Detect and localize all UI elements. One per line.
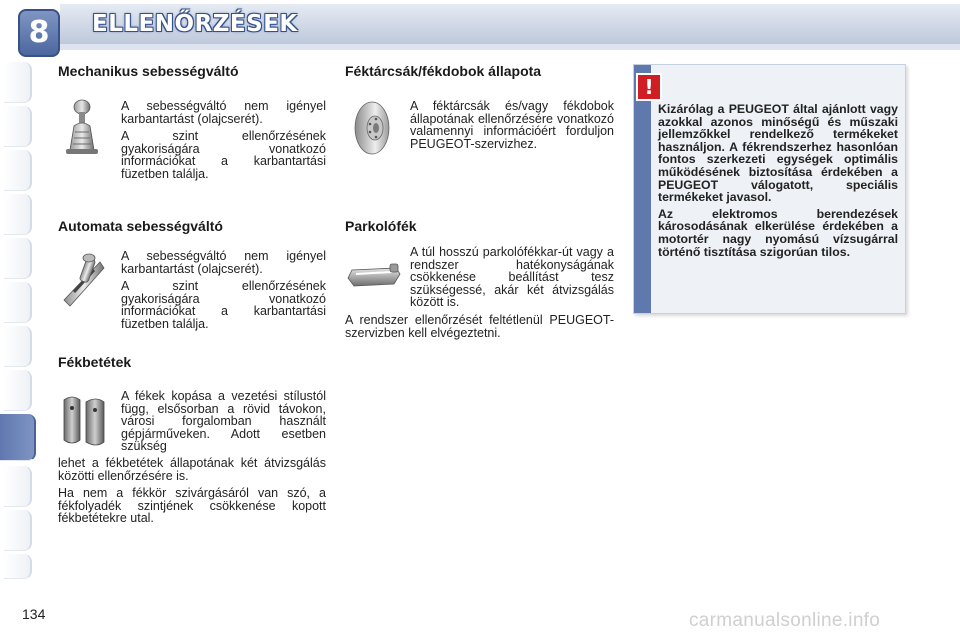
page-header [0,0,960,56]
chapter-number-badge: 8 [18,9,60,57]
paragraph: A szint ellenőrzésének gyakoriságára vonatkozó információkat a karbantartási füzetben találja. [121,129,326,181]
brake-discs-text: A féktárcsák és/vagy fékdobok állapotának ellenőrzésére vonatkozó valamennyi információért forduljon PEUGEOT-szervizhez. [410,99,614,151]
chapter-tab[interactable] [4,466,32,507]
paragraph: A szint ellenőrzésének gyakoriságára vonatkozó információkat a karbantartási füzetben találja. [121,279,326,331]
section-title-brake-discs: Féktárcsák/fékdobok állapota [345,63,542,79]
automatic-gearbox-text [121,250,326,336]
section-title-brake-pads: Fékbetétek [58,354,132,370]
section-title-manual-gearbox: Mechanikus sebességváltó [58,63,239,79]
exclamation-icon: ! [636,73,662,101]
section-title-parking-brake: Parkolófék [345,218,417,234]
page-title: ELLENŐRZÉSEK [92,11,298,37]
chapter-tab[interactable] [4,510,32,551]
brake-pads-text-below: lehet a fékbetétek állapotának két átvizsgálás közötti ellenőrzésére is. [58,456,326,483]
chapter-tab-active[interactable] [0,414,36,461]
warning-strip [634,65,651,313]
watermark: carmanualsonline.info [689,610,881,631]
brake-pads-text-2: Ha nem a fékkör szivárgásáról van szó, a fékfolyadék szintjének csökkenése kopott fékbetétekre utal. [58,486,326,526]
parking-brake-text-beside: A túl hosszú parkolófékkar-út vagy a rendszer hatékonyságának csökkenése beállítást tesz szükségessé, akár két átvizsgálás között is. [410,245,614,310]
paragraph: A sebességváltó nem igényel karbantartást (olajcserét). [121,249,326,276]
brake-pads-text-beside: A fékek kopása a vezetési stílustól függ, elsősorban a rövid távokon, városi forgalomban használt gépjárműveken. Adott esetben szükség [121,389,326,454]
warning-paragraph: Az elektromos berendezések károsodásának elkerülése érdekében a motortér nagy nyomású vízsugárral történő tisztítása szigorúan tilos. [658,206,898,259]
parking-brake-text-below: A rendszer ellenőrzését feltétlenül PEUGEOT-szervizben kell elvégeztetni. [345,313,614,340]
chapter-tab[interactable] [4,238,32,279]
chapter-tab[interactable] [4,370,32,411]
chapter-tabs [0,62,34,582]
chapter-tab[interactable] [4,150,32,191]
brake-disc-icon [352,100,392,156]
chapter-tab[interactable] [4,326,32,367]
warning-box [633,64,906,314]
chapter-tab[interactable] [4,194,32,235]
paragraph: A sebességváltó nem igényel karbantartást (olajcserét). [121,99,326,126]
warning-text [658,103,898,262]
gear-lever-icon [60,98,100,156]
manual-gearbox-text [121,100,326,186]
chapter-tab[interactable] [4,282,32,323]
parking-brake-lever-icon [346,256,402,290]
automatic-selector-icon [60,252,106,308]
brake-pads-icon [58,392,110,448]
header-band [60,44,960,50]
chapter-tab[interactable] [4,62,32,103]
warning-paragraph: Kizárólag a PEUGEOT által ajánlott vagy azokkal azonos minőségű és műszaki jellemzőkkel rendelkező termékeket használjon. A fékrendszerhez hasonlóan fontos szerkezeti egységek optimális működésének biztosítása érdekében a PEUGEOT válogatott, speciális termékeket javasol. [658,102,898,205]
page-number: 134 [22,606,46,622]
chapter-tab[interactable] [4,106,32,147]
section-title-automatic-gearbox: Automata sebességváltó [58,218,223,234]
chapter-tab[interactable] [4,554,32,579]
